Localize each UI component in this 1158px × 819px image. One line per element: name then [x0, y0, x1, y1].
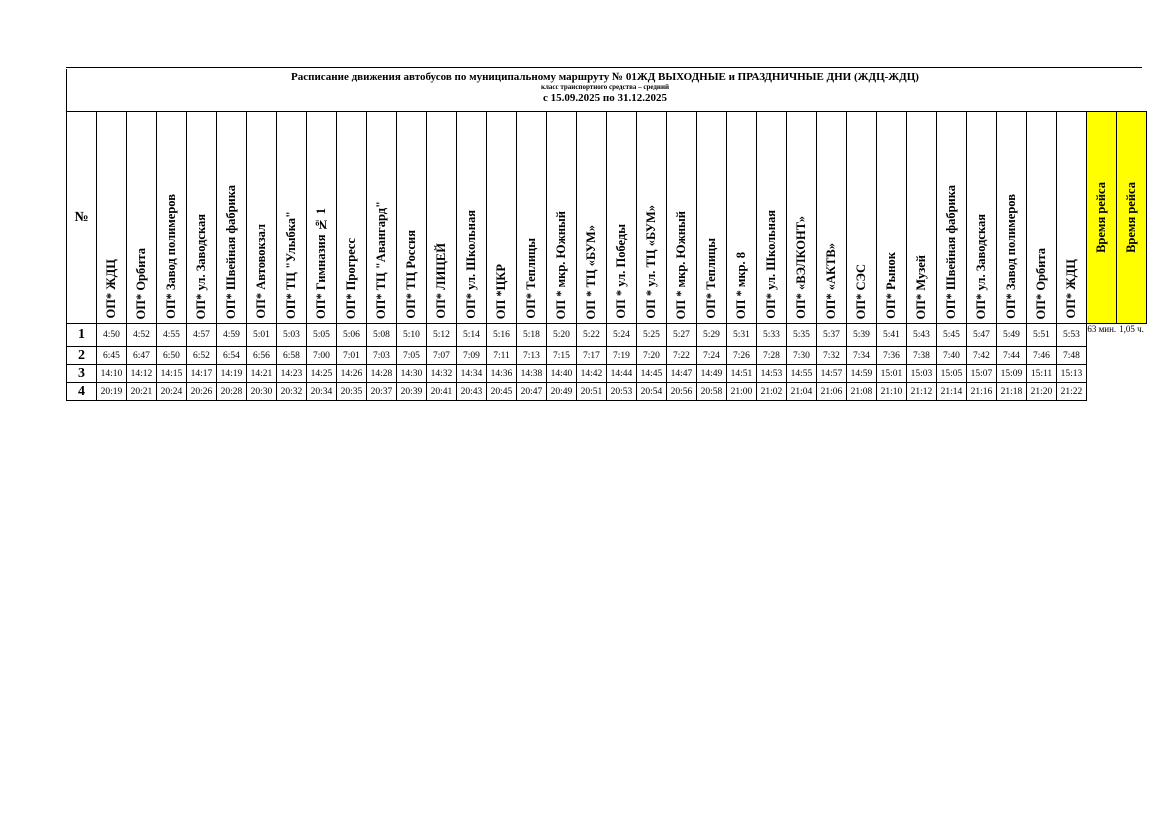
departure-time: 7:26	[727, 347, 757, 365]
stop-name: ОП* Прогресс	[344, 237, 359, 319]
departure-time: 7:13	[517, 347, 547, 365]
stop-name: ОП* Рынок	[884, 252, 899, 319]
empty-cell	[1117, 383, 1147, 401]
departure-time: 14:34	[457, 365, 487, 383]
departure-time: 20:41	[427, 383, 457, 401]
departure-time: 4:57	[187, 324, 217, 347]
stop-name: ОП* Теплицы	[524, 238, 539, 319]
departure-time: 4:59	[217, 324, 247, 347]
stop-name: ОП * ул. ТЦ «БУМ»	[644, 205, 659, 319]
departure-time: 21:10	[877, 383, 907, 401]
departure-time: 5:53	[1057, 324, 1087, 347]
departure-time: 5:24	[607, 324, 637, 347]
departure-time: 14:32	[427, 365, 457, 383]
empty-cell	[1087, 347, 1117, 365]
departure-time: 14:42	[577, 365, 607, 383]
departure-time: 5:06	[337, 324, 367, 347]
departure-time: 15:11	[1027, 365, 1057, 383]
empty-cell	[1087, 383, 1117, 401]
departure-time: 14:40	[547, 365, 577, 383]
table-row	[67, 324, 1147, 347]
stop-name: ОП* ЛИЦЕЙ	[434, 243, 449, 319]
departure-time: 7:24	[697, 347, 727, 365]
departure-time: 5:27	[667, 324, 697, 347]
stop-header	[457, 112, 487, 324]
stop-header	[577, 112, 607, 324]
departure-time: 14:23	[277, 365, 307, 383]
departure-time: 20:43	[457, 383, 487, 401]
stop-header	[697, 112, 727, 324]
departure-time: 6:54	[217, 347, 247, 365]
departure-time: 6:52	[187, 347, 217, 365]
stop-header	[907, 112, 937, 324]
stop-header	[607, 112, 637, 324]
stop-name: ОП* ТЦ Россия	[404, 230, 419, 319]
stop-header	[487, 112, 517, 324]
departure-time: 20:37	[367, 383, 397, 401]
stop-name: ОП* ЖДЦ	[104, 259, 119, 319]
departure-time: 7:17	[577, 347, 607, 365]
stop-header	[667, 112, 697, 324]
departure-time: 7:22	[667, 347, 697, 365]
stop-name: ОП *ЦКР	[494, 263, 509, 319]
departure-time: 14:59	[847, 365, 877, 383]
departure-time: 7:15	[547, 347, 577, 365]
departure-time: 5:16	[487, 324, 517, 347]
stop-header	[517, 112, 547, 324]
departure-time: 21:18	[997, 383, 1027, 401]
departure-time: 4:52	[127, 324, 157, 347]
trip-number: 4	[67, 383, 97, 401]
stop-name: ОП* «АКТВ»	[824, 242, 839, 319]
stops-header-row	[67, 112, 1147, 324]
departure-time: 20:47	[517, 383, 547, 401]
stop-header	[757, 112, 787, 324]
departure-time: 7:40	[937, 347, 967, 365]
trip-time-value: 63 мин.	[1087, 324, 1117, 334]
departure-time: 14:15	[157, 365, 187, 383]
departure-time: 14:55	[787, 365, 817, 383]
departure-time: 7:48	[1057, 347, 1087, 365]
departure-time: 7:44	[997, 347, 1027, 365]
stop-header	[1057, 112, 1087, 324]
departure-time: 5:31	[727, 324, 757, 347]
stop-header	[727, 112, 757, 324]
departure-time: 5:45	[937, 324, 967, 347]
departure-time: 5:25	[637, 324, 667, 347]
departure-time: 6:47	[127, 347, 157, 365]
departure-time: 5:41	[877, 324, 907, 347]
departure-time: 15:01	[877, 365, 907, 383]
departure-time: 7:11	[487, 347, 517, 365]
stop-header	[397, 112, 427, 324]
departure-time: 20:45	[487, 383, 517, 401]
departure-time: 7:00	[307, 347, 337, 365]
departure-time: 6:50	[157, 347, 187, 365]
departure-time: 21:16	[967, 383, 997, 401]
departure-time: 6:56	[247, 347, 277, 365]
departure-time: 20:34	[307, 383, 337, 401]
departure-time: 7:09	[457, 347, 487, 365]
departure-time: 20:21	[127, 383, 157, 401]
departure-time: 14:30	[397, 365, 427, 383]
departure-time: 14:49	[697, 365, 727, 383]
departure-time: 20:58	[697, 383, 727, 401]
stop-name: ОП * мкр. Южный	[554, 210, 569, 319]
stop-name: ОП* Орбита	[1034, 247, 1049, 319]
departure-time: 20:56	[667, 383, 697, 401]
stop-header	[787, 112, 817, 324]
stop-header	[367, 112, 397, 324]
stop-header	[187, 112, 217, 324]
departure-time: 14:47	[667, 365, 697, 383]
stop-name: ОП* ТЦ "Улыбка"	[284, 211, 299, 319]
stop-header	[847, 112, 877, 324]
departure-time: 5:49	[997, 324, 1027, 347]
departure-time: 15:07	[967, 365, 997, 383]
departure-time: 7:28	[757, 347, 787, 365]
vehicle-class-note: класс транспортного средства – средний	[540, 83, 670, 91]
departure-time: 14:53	[757, 365, 787, 383]
departure-time: 5:08	[367, 324, 397, 347]
departure-time: 14:44	[607, 365, 637, 383]
departure-time: 20:24	[157, 383, 187, 401]
table-row	[67, 383, 1147, 401]
stop-name: ОП * мкр. 8	[734, 251, 749, 319]
departure-time: 5:22	[577, 324, 607, 347]
departure-time: 5:14	[457, 324, 487, 347]
stop-header	[877, 112, 907, 324]
departure-time: 7:20	[637, 347, 667, 365]
departure-time: 14:28	[367, 365, 397, 383]
top-rule	[66, 67, 1142, 68]
departure-time: 5:47	[967, 324, 997, 347]
stop-header	[307, 112, 337, 324]
departure-time: 14:19	[217, 365, 247, 383]
departure-time: 7:38	[907, 347, 937, 365]
departure-time: 14:57	[817, 365, 847, 383]
stop-header	[637, 112, 667, 324]
departure-time: 21:02	[757, 383, 787, 401]
trip-number: 3	[67, 365, 97, 383]
departure-time: 5:10	[397, 324, 427, 347]
departure-time: 21:00	[727, 383, 757, 401]
departure-time: 7:30	[787, 347, 817, 365]
departure-time: 21:06	[817, 383, 847, 401]
departure-time: 20:39	[397, 383, 427, 401]
stop-header	[127, 112, 157, 324]
schedule-header	[66, 69, 1143, 111]
stop-name: ОП * мкр. Южный	[674, 210, 689, 319]
departure-time: 15:13	[1057, 365, 1087, 383]
stop-header	[217, 112, 247, 324]
stop-header	[547, 112, 577, 324]
departure-time: 5:51	[1027, 324, 1057, 347]
departure-time: 7:34	[847, 347, 877, 365]
departure-time: 20:51	[577, 383, 607, 401]
number-column-header: №	[67, 112, 97, 324]
departure-time: 21:14	[937, 383, 967, 401]
schedule-title: Расписание движения автобусов по муниципальному маршруту № 01ЖД ВЫХОДНЫЕ и ПРАЗДНИЧНЫЕ ДНИ (ЖДЦ-ЖДЦ)	[291, 71, 919, 83]
stop-header	[97, 112, 127, 324]
departure-time: 7:19	[607, 347, 637, 365]
stop-name: ОП* Швейная фабрика	[944, 185, 959, 319]
stop-name: ОП* ТЦ "Авангард"	[374, 200, 389, 319]
departure-time: 15:03	[907, 365, 937, 383]
departure-time: 5:05	[307, 324, 337, 347]
trip-time-value: 1,05 ч.	[1119, 324, 1144, 334]
empty-cell	[1117, 365, 1147, 383]
stop-header	[817, 112, 847, 324]
departure-time: 7:42	[967, 347, 997, 365]
stop-name: ОП* Музей	[914, 254, 929, 319]
departure-time: 4:50	[97, 324, 127, 347]
departure-time: 5:39	[847, 324, 877, 347]
departure-time: 7:07	[427, 347, 457, 365]
stop-name: ОП* Гимназия № 1	[314, 208, 329, 319]
stop-header	[1027, 112, 1057, 324]
stop-name: ОП * ТЦ «БУМ»	[584, 224, 599, 319]
departure-time: 20:35	[337, 383, 367, 401]
stop-name: ОП* СЭС	[854, 263, 869, 319]
departure-time: 14:25	[307, 365, 337, 383]
stop-name: ОП* ул. Заводская	[194, 213, 209, 319]
departure-time: 5:20	[547, 324, 577, 347]
trip-time-label: Время рейса	[1094, 182, 1108, 253]
departure-time: 21:22	[1057, 383, 1087, 401]
departure-time: 5:29	[697, 324, 727, 347]
departure-time: 14:17	[187, 365, 217, 383]
stop-header	[277, 112, 307, 324]
trip-number: 1	[67, 324, 97, 347]
departure-time: 14:12	[127, 365, 157, 383]
departure-time: 7:01	[337, 347, 367, 365]
departure-time: 4:55	[157, 324, 187, 347]
trip-number: 2	[67, 347, 97, 365]
departure-time: 20:30	[247, 383, 277, 401]
departure-time: 5:01	[247, 324, 277, 347]
stop-name: ОП* ул. Заводская	[974, 213, 989, 319]
departure-time: 14:26	[337, 365, 367, 383]
departure-time: 20:49	[547, 383, 577, 401]
departure-time: 20:53	[607, 383, 637, 401]
departure-time: 14:51	[727, 365, 757, 383]
stop-header	[427, 112, 457, 324]
stop-name: ОП* ул. Школьная	[464, 210, 479, 319]
stop-name: ОП* Швейная фабрика	[224, 185, 239, 319]
departure-time: 5:35	[787, 324, 817, 347]
departure-time: 14:45	[637, 365, 667, 383]
stop-name: ОП* ул. Школьная	[764, 210, 779, 319]
departure-time: 7:32	[817, 347, 847, 365]
validity-period: с 15.09.2025 по 31.12.2025	[543, 92, 667, 104]
empty-cell	[1117, 347, 1147, 365]
departure-time: 5:37	[817, 324, 847, 347]
departure-time: 21:08	[847, 383, 877, 401]
departure-time: 14:21	[247, 365, 277, 383]
stop-header	[157, 112, 187, 324]
trip-time-header	[1087, 112, 1117, 324]
stop-header	[247, 112, 277, 324]
departure-time: 14:10	[97, 365, 127, 383]
departure-time: 5:33	[757, 324, 787, 347]
departure-time: 21:12	[907, 383, 937, 401]
stop-name: ОП* Завод полимеров	[164, 194, 179, 319]
table-row	[67, 365, 1147, 383]
stop-name: ОП* Орбита	[134, 247, 149, 319]
departure-time: 5:18	[517, 324, 547, 347]
departure-time: 20:19	[97, 383, 127, 401]
stop-name: ОП* «ВЭЛКОНТ»	[794, 216, 809, 319]
departure-time: 5:43	[907, 324, 937, 347]
stop-header	[967, 112, 997, 324]
timetable	[66, 111, 1147, 401]
departure-time: 15:09	[997, 365, 1027, 383]
stop-name: ОП* Теплицы	[704, 238, 719, 319]
stop-name: ОП* ЖДЦ	[1064, 259, 1079, 319]
departure-time: 20:54	[637, 383, 667, 401]
departure-time: 20:32	[277, 383, 307, 401]
trip-time-label: Время рейса	[1124, 182, 1138, 253]
departure-time: 20:28	[217, 383, 247, 401]
departure-time: 5:12	[427, 324, 457, 347]
departure-time: 7:46	[1027, 347, 1057, 365]
departure-time: 14:38	[517, 365, 547, 383]
departure-time: 15:05	[937, 365, 967, 383]
empty-cell	[1087, 365, 1117, 383]
stop-header	[337, 112, 367, 324]
departure-time: 21:20	[1027, 383, 1057, 401]
departure-time: 5:03	[277, 324, 307, 347]
stop-name: ОП* Завод полимеров	[1004, 194, 1019, 319]
departure-time: 6:58	[277, 347, 307, 365]
stop-header	[937, 112, 967, 324]
departure-time: 7:03	[367, 347, 397, 365]
departure-time: 20:26	[187, 383, 217, 401]
stop-header	[997, 112, 1027, 324]
stop-name: ОП * ул. Победы	[614, 224, 629, 319]
departure-time: 21:04	[787, 383, 817, 401]
stop-name: ОП* Автовокзал	[254, 224, 269, 319]
trip-time-header	[1117, 112, 1147, 324]
departure-time: 7:36	[877, 347, 907, 365]
table-row	[67, 347, 1147, 365]
departure-time: 6:45	[97, 347, 127, 365]
departure-time: 14:36	[487, 365, 517, 383]
departure-time: 7:05	[397, 347, 427, 365]
